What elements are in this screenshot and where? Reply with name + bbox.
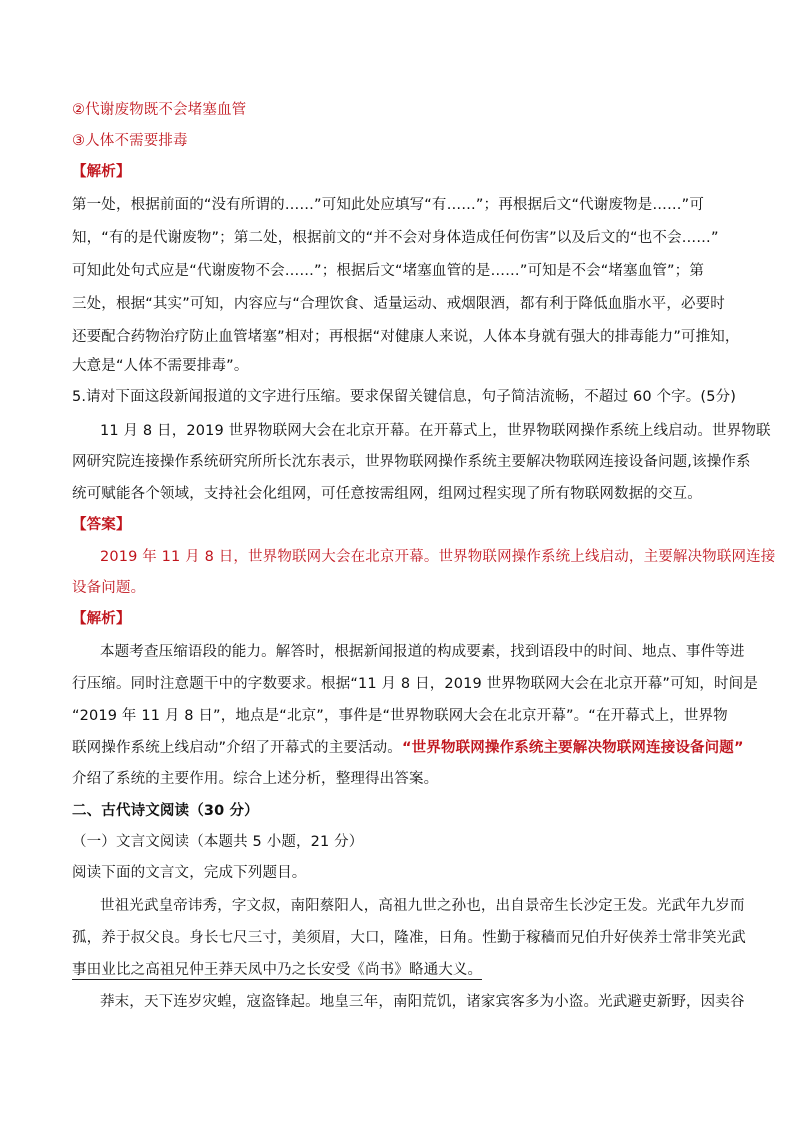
answer-tag: 【答案】 — [72, 517, 131, 533]
paragraph-line: 还要配合药物治疗防止血管堵塞”相对；再根据“对健康人来说，人体本身就有强大的排毒能力”可推知， — [72, 329, 740, 345]
subsection-heading: （一）文言文阅读（本题共 5 小题，21 分） — [72, 834, 364, 850]
analysis-line — [72, 738, 744, 758]
classical-text-line: 世祖光武皇帝讳秀，字文叔，南阳蔡阳人，高祖九世之孙也，出自景帝生长沙定王发。光武年九岁而 — [100, 898, 745, 914]
analysis-line: 介绍了系统的主要作用。综合上述分析，整理得出答案。 — [72, 771, 439, 787]
news-paragraph-line: 11 月 8 日，2019 世界物联网大会在北京开幕。在开幕式上，世界物联网操作系统上线启动。世界物联 — [100, 423, 771, 439]
news-paragraph-line: 网研究院连接操作系统研究所所长沈东表示，世界物联网操作系统主要解决物联网连接设备问题,该操作系 — [72, 454, 751, 470]
news-paragraph-line: 统可赋能各个领域，支持社会化组网，可任意按需组网，组网过程实现了所有物联网数据的交互。 — [72, 486, 702, 502]
classical-text-line — [72, 960, 482, 980]
answer-line: 2019 年 11 月 8 日，世界物联网大会在北京开幕。世界物联网操作系统上线启动，主要解决物联网连接 — [100, 549, 776, 565]
classical-text-line: 莽末，天下连岁灾蝗，寇盗锋起。地皇三年，南阳荒饥，诸家宾客多为小盗。光武避吏新野，因卖谷 — [100, 994, 745, 1010]
analysis-tag: 【解析】 — [72, 611, 131, 627]
highlighted-quote: “世界物联网操作系统主要解决物联网连接设备问题” — [401, 740, 744, 756]
analysis-line: 本题考查压缩语段的能力。解答时，根据新闻报道的构成要素，找到语段中的时间、地点、事件等进 — [100, 644, 745, 660]
section-heading: 二、古代诗文阅读（30 分） — [72, 803, 259, 819]
paragraph-line: 知，“有的是代谢废物”；第二处，根据前文的“并不会对身体造成任何伤害”以及后文的“也不会……” — [72, 230, 719, 246]
analysis-line: 行压缩。同时注意题干中的字数要求。根据“11 月 8 日，2019 世界物联网大会在北京开幕”可知，时间是 — [72, 676, 758, 692]
instruction-line: 阅读下面的文言文，完成下列题目。 — [72, 865, 307, 881]
analysis-text: 联网操作系统上线启动”介绍了开幕式的主要活动。 — [72, 740, 402, 756]
question-5-prompt: 5.请对下面这段新闻报道的文字进行压缩。要求保留关键信息，句子简洁流畅，不超过 60 个字。(5分) — [72, 389, 737, 405]
analysis-tag: 【解析】 — [72, 164, 131, 180]
underlined-sentence: 事田业比之高祖兄仲王莽天凤中乃之长安受《尚书》略通大义。 — [72, 962, 483, 978]
answer-line: 设备问题。 — [72, 580, 146, 596]
analysis-line: “2019 年 11 月 8 日”，地点是“北京”，事件是“世界物联网大会在北京开幕”。“在开幕式上，世界物 — [72, 708, 728, 724]
paragraph-line: 大意是“人体不需要排毒”。 — [72, 358, 249, 374]
option-3-line: ③人体不需要排毒 — [72, 133, 188, 149]
paragraph-line: 三处，根据“其实”可知，内容应与“合理饮食、适量运动、戒烟限酒，都有利于降低血脂水平，必要时 — [72, 296, 725, 312]
option-2-line: ②代谢废物既不会堵塞血管 — [72, 102, 247, 118]
classical-text-line: 孤，养于叔父良。身长七尺三寸，美须眉，大口，隆准，日角。性勤于稼穑而兄伯升好侠养士常非笑光武 — [72, 930, 746, 946]
paragraph-line: 第一处，根据前面的“没有所谓的……”可知此处应填写“有……”；再根据后文“代谢废物是……”可 — [72, 197, 704, 213]
paragraph-line: 可知此处句式应是“代谢废物不会……”；根据后文“堵塞血管的是……”可知是不会“堵塞血管”；第 — [72, 263, 704, 279]
